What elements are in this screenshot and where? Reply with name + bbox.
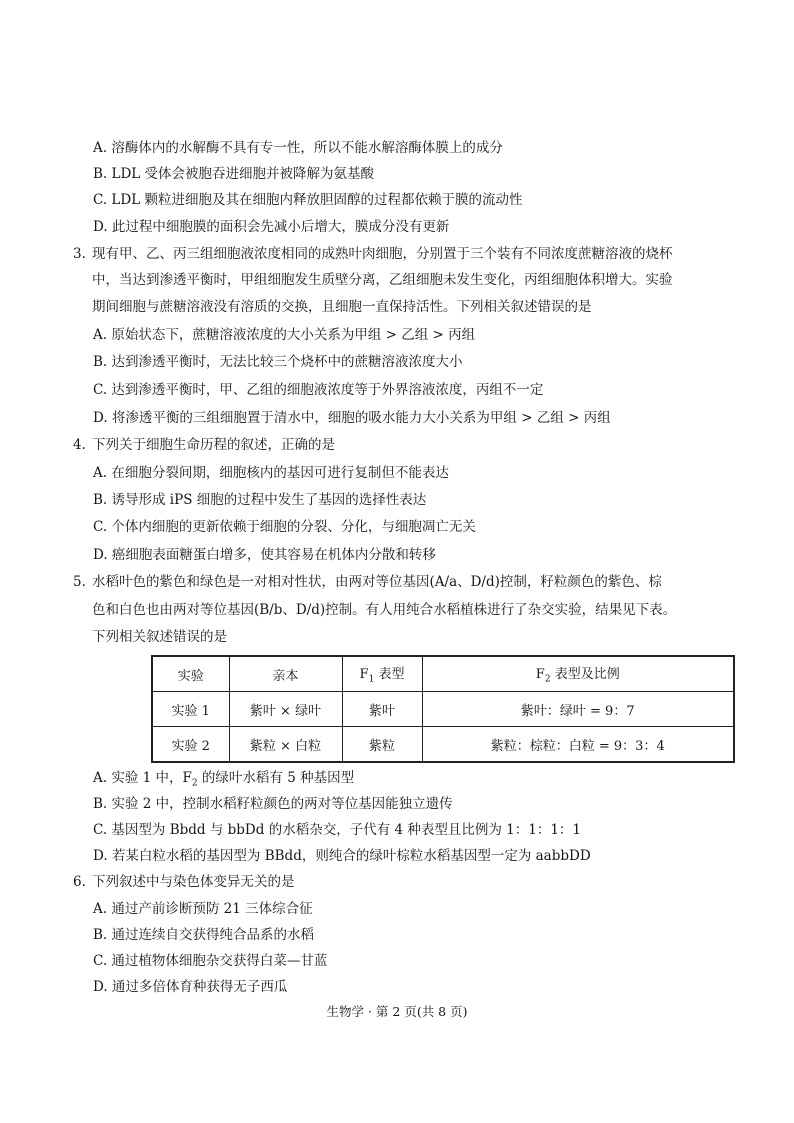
table-cell: 紫叶: [342, 692, 422, 727]
q2-option-b: B. LDL 受体会被胞吞进细胞并被降解为氨基酸: [93, 166, 375, 182]
q4-option-d: D. 癌细胞表面糖蛋白增多，使其容易在机体内分散和转移: [93, 547, 436, 563]
q5-option-b: B. 实验 2 中，控制水稻籽粒颜色的两对等位基因能独立遗传: [93, 796, 453, 812]
q6-number: 6.: [73, 874, 86, 890]
q5-option-c: C. 基因型为 Bbdd 与 bbDd 的水稻杂交，子代有 4 种表型且比例为 1：1：1：1: [93, 822, 582, 838]
q3-stem-line: 中，当达到渗透平衡时，甲组细胞发生质壁分离，乙组细胞未发生变化，丙组细胞体积增大。实验: [92, 272, 673, 288]
q4-stem: 下列关于细胞生命历程的叙述，正确的是: [92, 437, 335, 453]
q3-option-a: A. 原始状态下，蔗糖溶液浓度的大小关系为甲组 > 乙组 > 丙组: [93, 327, 476, 343]
table-header-row: [152, 656, 734, 692]
q5-stem-line: 水稻叶色的紫色和绿色是一对相对性状，由两对等位基因(A/a、D/d)控制，籽粒颜色的紫色、棕: [92, 574, 662, 590]
q3-stem-line: 现有甲、乙、丙三组细胞液浓度相同的成熟叶肉细胞，分别置于三个装有不同浓度蔗糖溶液的烧杯: [92, 246, 673, 262]
table-cell: 紫粒: [342, 727, 422, 763]
q3-option-d: D. 将渗透平衡的三组细胞置于清水中，细胞的吸水能力大小关系为甲组 > 乙组 > 丙组: [93, 410, 611, 426]
q5-option-d: D. 若某白粒水稻的基因型为 BBdd，则纯合的绿叶棕粒水稻基因型一定为 aabbDD: [93, 848, 591, 864]
q2-option-a: A. 溶酶体内的水解酶不具有专一性，所以不能水解溶酶体膜上的成分: [93, 140, 503, 156]
table-header-cell: 实验: [152, 656, 229, 692]
table-header-cell: $F_2$ 表型及比例: [422, 656, 734, 692]
q5-number: 5.: [73, 574, 86, 590]
q3-option-c: C. 达到渗透平衡时，甲、乙组的细胞液浓度等于外界溶液浓度，丙组不一定: [93, 382, 544, 398]
table-cell: 紫粒：棕粒：白粒 = 9：3：4: [422, 727, 734, 763]
q4-number: 4.: [73, 437, 86, 453]
q4-option-b: B. 诱导形成 iPS 细胞的过程中发生了基因的选择性表达: [93, 492, 427, 508]
q2-option-d: D. 此过程中细胞膜的面积会先减小后增大，膜成分没有更新: [93, 219, 450, 235]
q6-option-c: C. 通过植物体细胞杂交获得白菜—甘蓝: [93, 953, 328, 969]
page-footer: 生物学 · 第 2 页(共 8 页): [326, 1004, 468, 1019]
table-header-cell: $F_1$ 表型: [342, 656, 422, 692]
table-header-cell: 亲本: [229, 656, 342, 692]
q6-option-a: A. 通过产前诊断预防 21 三体综合征: [93, 901, 313, 917]
q2-option-c: C. LDL 颗粒进细胞及其在细胞内释放胆固醇的过程都依赖于膜的流动性: [93, 192, 523, 208]
q4-option-c: C. 个体内细胞的更新依赖于细胞的分裂、分化，与细胞凋亡无关: [93, 519, 476, 535]
q3-stem-line: 期间细胞与蔗糖溶液没有溶质的交换，且细胞一直保持活性。下列相关叙述错误的是: [92, 299, 592, 315]
q4-option-a: A. 在细胞分裂间期，细胞核内的基因可进行复制但不能表达: [93, 465, 449, 481]
q6-stem: 下列叙述中与染色体变异无关的是: [92, 874, 295, 890]
experiment-table: [151, 655, 735, 763]
q5-stem-line: 色和白色也由两对等位基因(B/b、D/d)控制。有人用纯合水稻植株进行了杂交实验，结果见下表。: [92, 602, 677, 618]
table-row: [152, 692, 734, 727]
table-cell: 紫叶：绿叶 = 9：7: [422, 692, 734, 727]
table-cell: 紫叶 × 绿叶: [229, 692, 342, 727]
q5-stem-line: 下列相关叙述错误的是: [92, 629, 227, 645]
q5-option-a: A. 实验 1 中，$F_2$ 的绿叶水稻有 5 种基因型: [93, 770, 355, 789]
table-row: [152, 727, 734, 763]
q6-option-b: B. 通过连续自交获得纯合品系的水稻: [93, 927, 315, 943]
table-cell: 实验 1: [152, 692, 229, 727]
q3-option-b: B. 达到渗透平衡时，无法比较三个烧杯中的蔗糖溶液浓度大小: [93, 354, 463, 370]
table-cell: 紫粒 × 白粒: [229, 727, 342, 763]
q3-number: 3.: [73, 246, 86, 262]
q6-option-d: D. 通过多倍体育种获得无子西瓜: [93, 979, 288, 995]
table-cell: 实验 2: [152, 727, 229, 763]
